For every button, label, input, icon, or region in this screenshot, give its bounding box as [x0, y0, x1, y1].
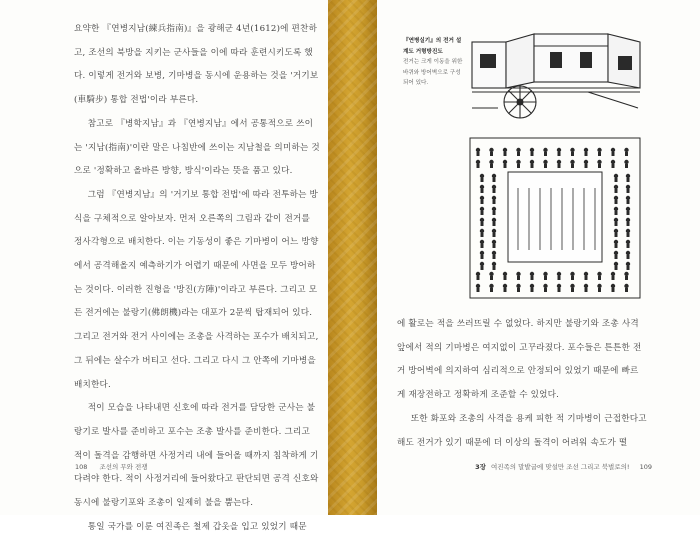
paragraph: 그럼 『연병지남』의 '거기보 통합 전법'에 따라 전투하는 방식을 구체적으로 알아보자. 먼저 오른쪽의 그림과 같이 전거를 정사각형으로 배치한다. 이는 기동성이 좋은 기마병이 어느 방향에서 공격해올지 예측하기가 어렵기 때문에 사면을 모두 방어하는 것이다. 이러한 진형을 '방진(方陣)'이라고 부른다. 그리고 모든 전거에는 불랑기(佛朗機)라는 대포가 2문씩 탑재되어 있다. 그리고 전거와 전거 사이에는 조총을 사격하는 포수가 배치되고, 그 뒤에는 살수가 버티고 선다. 그리고 다시 그 안쪽에 기마병을 배치한다. — [74, 189, 319, 390]
soldier-mark — [627, 211, 630, 215]
soldier-mark — [570, 148, 574, 152]
soldier-mark — [584, 284, 588, 288]
page-number: 109 — [639, 463, 652, 471]
soldier-mark — [625, 164, 628, 168]
soldier-mark — [490, 276, 493, 280]
soldier-mark — [490, 164, 493, 168]
soldier-mark — [517, 276, 520, 280]
soldier-mark — [492, 262, 496, 266]
soldier-mark — [476, 148, 480, 152]
war-cart-illustration — [468, 32, 644, 128]
soldier-mark — [597, 284, 601, 288]
soldier-mark — [626, 196, 630, 200]
soldier-mark — [481, 244, 484, 248]
soldier-mark — [614, 207, 618, 211]
soldier-mark — [626, 251, 630, 255]
soldier-mark — [558, 164, 561, 168]
soldier-mark — [481, 233, 484, 237]
soldier-mark — [615, 200, 618, 204]
caption-body: 전거는 크게 이동을 위한 바퀴와 방어벽으로 구성되어 있다. — [403, 59, 463, 86]
soldier-mark — [543, 148, 547, 152]
paragraph: 요약한 『연병지남(練兵指南)』을 광해군 4년(1612)에 편찬하고, 조선의 북방을 지키는 군사들을 이에 따라 훈련시키도록 했다. 이렇게 전거와 보병, 기마병을 동시에 운용하는 것을 '거기보(車騎步) 통합 전법'이라 부른다. — [74, 24, 319, 106]
soldier-mark — [492, 240, 496, 244]
soldier-mark — [481, 255, 484, 259]
soldier-mark — [544, 164, 547, 168]
soldier-mark — [615, 266, 618, 270]
soldier-mark — [612, 288, 615, 292]
soldier-mark — [584, 148, 588, 152]
right-body-text — [397, 313, 647, 455]
soldier-mark — [598, 276, 601, 280]
soldier-mark — [627, 200, 630, 204]
soldier-mark — [571, 164, 574, 168]
soldier-mark — [544, 276, 547, 280]
soldier-mark — [477, 164, 480, 168]
soldier-mark — [480, 218, 484, 222]
soldier-mark — [477, 152, 480, 156]
soldier-mark — [481, 222, 484, 226]
soldier-mark — [626, 229, 630, 233]
soldier-mark — [615, 233, 618, 237]
soldier-mark — [615, 211, 618, 215]
soldier-mark — [480, 185, 484, 189]
paragraph: 에 활로는 적을 쓰러뜨릴 수 없었다. 하지만 불랑기와 조총 사격 앞에서 적의 기마병은 여지없이 고꾸라졌다. 포수들은 튼튼한 전거 방어벽에 의지하여 심리적으로 안정되어 있었기 때문에 빠르게 재장전하고 정확하게 조준할 수 있었다. — [397, 319, 642, 401]
soldier-mark — [531, 152, 534, 156]
soldier-mark — [598, 288, 601, 292]
soldier-mark — [558, 152, 561, 156]
soldier-mark — [624, 160, 628, 164]
soldier-mark — [615, 189, 618, 193]
soldier-mark — [557, 284, 561, 288]
soldier-mark — [516, 272, 520, 276]
right-footer — [475, 462, 652, 471]
soldier-mark — [493, 266, 496, 270]
soldier-mark — [517, 164, 520, 168]
soldier-mark — [585, 276, 588, 280]
running-title: 여진족의 말발굽에 맞설만 조선 그리고 북벌로의! — [490, 463, 630, 471]
soldier-mark — [492, 174, 496, 178]
soldier-mark — [489, 160, 493, 164]
book-gutter-pattern — [328, 0, 377, 515]
soldier-mark — [597, 272, 601, 276]
soldier-mark — [597, 160, 601, 164]
soldier-mark — [492, 229, 496, 233]
soldier-mark — [480, 174, 484, 178]
soldier-mark — [489, 148, 493, 152]
soldier-mark — [627, 266, 630, 270]
soldier-mark — [503, 148, 507, 152]
soldier-mark — [480, 262, 484, 266]
soldier-mark — [480, 229, 484, 233]
soldier-mark — [492, 251, 496, 255]
soldier-mark — [614, 240, 618, 244]
soldier-mark — [544, 152, 547, 156]
soldier-mark — [493, 255, 496, 259]
soldier-mark — [516, 160, 520, 164]
soldier-mark — [493, 178, 496, 182]
soldier-mark — [490, 152, 493, 156]
soldier-mark — [627, 178, 630, 182]
soldier-mark — [480, 196, 484, 200]
soldier-mark — [570, 284, 574, 288]
soldier-mark — [614, 174, 618, 178]
page-number: 108 — [75, 463, 88, 471]
soldier-mark — [612, 276, 615, 280]
soldier-mark — [614, 185, 618, 189]
soldier-mark — [480, 251, 484, 255]
paragraph: 적이 모습을 나타내면 신호에 따라 전거를 담당한 군사는 불랑기로 발사를 준비하고 포수는 조총 발사를 준비한다. 그리고 적이 돌격을 감행하면 사정거리 내에 들어올 때까지 침착하게 기다려야 한다. 적이 사정거리에 들어왔다고 판단되면 공격 신호와 동시에 불랑기포와 조총이 일제히 불을 뿜는다. — [74, 403, 319, 509]
soldier-mark — [531, 164, 534, 168]
soldier-mark — [557, 272, 561, 276]
soldier-mark — [480, 207, 484, 211]
paragraph: 또한 화포와 조총의 사격을 용케 피한 적 기마병이 근접한다고 해도 전거가 있기 때문에 더 이상의 돌격이 어려워 속도가 떨 — [397, 413, 647, 448]
soldier-mark — [615, 222, 618, 226]
soldier-mark — [615, 178, 618, 182]
soldier-mark — [493, 233, 496, 237]
soldier-mark — [481, 178, 484, 182]
soldier-mark — [626, 174, 630, 178]
soldier-mark — [492, 185, 496, 189]
soldier-mark — [627, 189, 630, 193]
soldier-mark — [530, 272, 534, 276]
soldier-mark — [481, 211, 484, 215]
soldier-mark — [516, 148, 520, 152]
soldier-mark — [585, 152, 588, 156]
soldier-mark — [557, 148, 561, 152]
soldier-mark — [571, 288, 574, 292]
soldier-mark — [530, 284, 534, 288]
left-body-text — [74, 18, 320, 539]
square-formation-illustration — [464, 132, 646, 304]
soldier-mark — [611, 160, 615, 164]
soldier-mark — [584, 160, 588, 164]
figure-caption — [403, 36, 463, 89]
soldier-mark — [490, 288, 493, 292]
soldier-mark — [493, 189, 496, 193]
soldier-mark — [531, 288, 534, 292]
soldier-mark — [611, 148, 615, 152]
soldier-mark — [481, 189, 484, 193]
paragraph: 통일 국가를 이룬 여진족은 철제 갑옷을 입고 있었기 때문 — [87, 521, 307, 532]
soldier-mark — [625, 152, 628, 156]
soldier-mark — [627, 233, 630, 237]
soldier-mark — [614, 262, 618, 266]
soldier-mark — [571, 276, 574, 280]
soldier-mark — [627, 222, 630, 226]
soldier-mark — [625, 288, 628, 292]
soldier-mark — [517, 288, 520, 292]
soldier-mark — [612, 164, 615, 168]
soldier-mark — [627, 255, 630, 259]
soldier-mark — [624, 284, 628, 288]
soldier-mark — [476, 160, 480, 164]
soldier-mark — [614, 196, 618, 200]
soldier-mark — [614, 229, 618, 233]
soldier-mark — [584, 272, 588, 276]
soldier-mark — [493, 222, 496, 226]
left-footer — [75, 462, 148, 471]
soldier-mark — [531, 276, 534, 280]
soldier-mark — [558, 288, 561, 292]
soldier-mark — [615, 255, 618, 259]
soldier-mark — [624, 148, 628, 152]
soldier-mark — [598, 164, 601, 168]
soldier-mark — [626, 240, 630, 244]
soldier-mark — [627, 244, 630, 248]
soldier-mark — [571, 152, 574, 156]
soldier-mark — [493, 244, 496, 248]
soldier-mark — [543, 284, 547, 288]
soldier-mark — [624, 272, 628, 276]
soldier-mark — [626, 207, 630, 211]
soldier-mark — [481, 266, 484, 270]
soldier-mark — [492, 196, 496, 200]
soldier-mark — [544, 288, 547, 292]
soldier-mark — [585, 288, 588, 292]
running-title: 조선의 무와 전쟁 — [99, 463, 148, 471]
soldier-mark — [503, 160, 507, 164]
soldier-mark — [597, 148, 601, 152]
soldier-mark — [481, 200, 484, 204]
soldier-mark — [530, 160, 534, 164]
soldier-mark — [585, 164, 588, 168]
soldier-mark — [503, 284, 507, 288]
soldier-mark — [517, 152, 520, 156]
soldier-mark — [558, 276, 561, 280]
soldier-mark — [489, 284, 493, 288]
soldier-mark — [476, 284, 480, 288]
soldier-mark — [543, 160, 547, 164]
soldier-mark — [516, 284, 520, 288]
soldier-mark — [493, 200, 496, 204]
chapter-label: 3장 — [475, 463, 486, 471]
soldier-mark — [489, 272, 493, 276]
soldier-mark — [626, 262, 630, 266]
paragraph: 참고로 『병학지남』과 『연병지남』에서 공통적으로 쓰이는 '지남(指南)'이란 말은 나침반에 쓰이는 지남철을 의미하는 것으로 '정확하고 올바른 방향, 방식'이라는 뜻을 품고 있다. — [74, 118, 320, 177]
soldier-mark — [530, 148, 534, 152]
soldier-mark — [570, 272, 574, 276]
soldier-mark — [480, 240, 484, 244]
soldier-mark — [477, 276, 480, 280]
soldier-mark — [504, 164, 507, 168]
soldier-mark — [492, 218, 496, 222]
soldier-mark — [612, 152, 615, 156]
soldier-mark — [598, 152, 601, 156]
soldier-mark — [503, 272, 507, 276]
soldier-mark — [543, 272, 547, 276]
soldier-mark — [626, 218, 630, 222]
soldier-mark — [614, 251, 618, 255]
soldier-mark — [493, 211, 496, 215]
soldier-mark — [570, 160, 574, 164]
soldier-mark — [614, 218, 618, 222]
soldier-mark — [626, 185, 630, 189]
soldier-mark — [476, 272, 480, 276]
soldier-mark — [504, 288, 507, 292]
soldier-mark — [557, 160, 561, 164]
soldier-mark — [504, 276, 507, 280]
soldier-mark — [492, 207, 496, 211]
soldier-mark — [504, 152, 507, 156]
soldier-mark — [611, 272, 615, 276]
caption-title: 『연병실기』의 전거 설계도 거형방진도 — [403, 38, 462, 55]
soldier-mark — [615, 244, 618, 248]
soldier-mark — [625, 276, 628, 280]
soldier-mark — [477, 288, 480, 292]
soldier-mark — [611, 284, 615, 288]
